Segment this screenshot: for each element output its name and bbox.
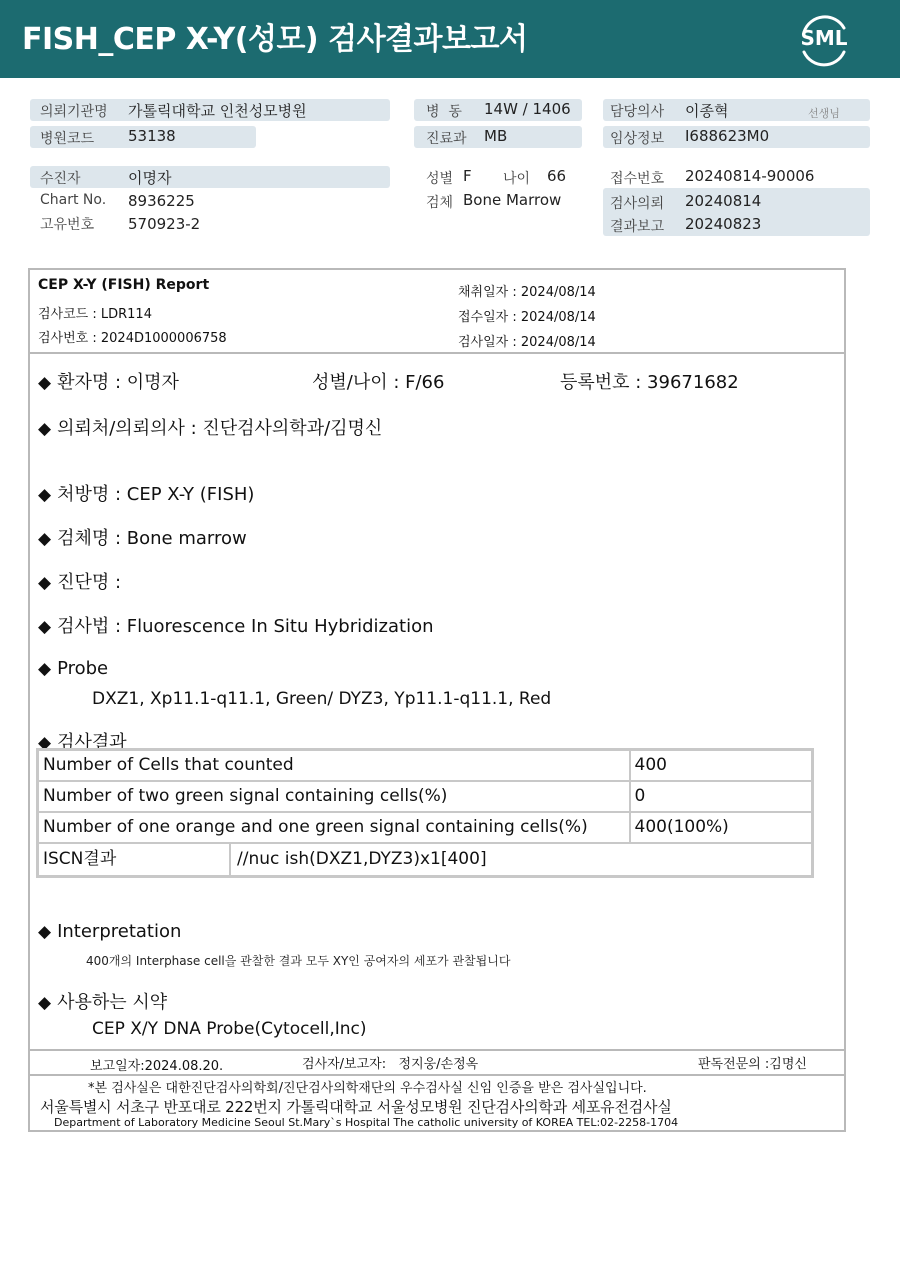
method: 검사법 : Fluorescence In Situ Hybridization (57, 616, 434, 637)
iscn-value: //nuc ish(DXZ1,DYZ3)x1[400] (237, 848, 487, 869)
referrer-line (38, 414, 382, 440)
collect-date: 채취일자 : 2024/08/14 (458, 285, 596, 300)
dept-value: MB (484, 127, 508, 145)
request-value: 20240814 (685, 192, 762, 210)
tester: 검사자/보고자: 정지웅/손정옥 (302, 1057, 479, 1072)
result-value-cell: 400(100%) (630, 812, 813, 843)
result-label: 결과보고 (610, 219, 665, 235)
hospital-code-label: 병원코드 (40, 131, 95, 147)
diamond-bullet-icon: ◆ (38, 485, 52, 505)
diamond-bullet-icon: ◆ (38, 573, 52, 593)
reagent-text: CEP X/Y DNA Probe(Cytocell,Inc) (92, 1019, 367, 1039)
report-panel (28, 268, 846, 1132)
diamond-bullet-icon: ◆ (38, 419, 52, 439)
ward-label: 병 동 (426, 104, 462, 120)
dept-label: 진료과 (426, 131, 467, 147)
diamond-bullet-icon: ◆ (38, 922, 52, 942)
unique-label: 고유번호 (40, 217, 95, 233)
interp-text: 400개의 Interphase cell을 관찰한 결과 모두 XY인 공여자의 세포가 관찰됩니다 (86, 954, 511, 968)
specialist: 판독전문의 :김명신 (698, 1057, 807, 1072)
unique-value: 570923-2 (128, 215, 201, 233)
age-label: 나이 (503, 171, 531, 187)
referrer: 의뢰처/의뢰의사 : 진단검사의학과/김명신 (57, 418, 383, 439)
doctor-suffix: 선생님 (808, 107, 840, 120)
iscn-row-cell (38, 843, 813, 877)
result-label-cell: Number of one orange and one green signal containing cells(%) (38, 812, 630, 843)
sex-age: 성별/나이 : F/66 (312, 372, 445, 393)
footer-divider-bottom (30, 1074, 844, 1076)
patient-label: 수진자 (40, 171, 81, 187)
clinical-value: I688623M0 (685, 127, 770, 145)
page-title: FISH_CEP X-Y(성모) 검사결과보고서 (22, 22, 528, 57)
diamond-bullet-icon: ◆ (38, 373, 52, 393)
patient-name-line (38, 368, 179, 394)
table-row (38, 781, 813, 812)
registration-number: 등록번호 : 39671682 (560, 372, 739, 393)
diamond-bullet-icon: ◆ (38, 733, 52, 753)
age-value: 66 (547, 167, 567, 185)
header-divider (30, 352, 844, 354)
result-label-cell: Number of two green signal containing cells(%) (38, 781, 630, 812)
diagnosis: 진단명 : (57, 572, 122, 593)
order-name: 처방명 : CEP X-Y (FISH) (57, 484, 255, 505)
chart-label: Chart No. (40, 192, 107, 208)
receipt-label: 접수번호 (610, 171, 665, 187)
result-label-cell: Number of Cells that counted (38, 750, 630, 781)
reagent-heading: 사용하는 시약 (57, 992, 168, 1013)
interp-heading-line (38, 921, 181, 942)
test-code: 검사코드 : LDR114 (38, 307, 152, 322)
specimen-value: Bone Marrow (463, 191, 562, 209)
probe-heading-line (38, 658, 108, 679)
probe-detail: DXZ1, Xp11.1-q11.1, Green/ DYZ3, Yp11.1-q11.1, Red (92, 689, 552, 709)
diamond-bullet-icon: ◆ (38, 993, 52, 1013)
results-table (36, 748, 814, 878)
iscn-row (39, 844, 811, 875)
hospital-label: 의뢰기관명 (40, 104, 108, 120)
diagnosis-line (38, 568, 121, 594)
header-bar (0, 0, 900, 78)
doctor-value: 이종혁 (685, 102, 729, 120)
result-value: 20240823 (685, 215, 762, 233)
address-english: Department of Laboratory Medicine Seoul St.Mary`s Hospital The catholic university of KOREA TEL:02-2258-1704 (54, 1116, 679, 1129)
specimen-line (38, 524, 247, 550)
request-label: 검사의뢰 (610, 196, 665, 212)
hospital-code-value: 53138 (128, 127, 176, 145)
specimen-name: 검체명 : Bone marrow (57, 528, 247, 549)
sex-value: F (463, 167, 472, 185)
address-korean: 서울특별시 서초구 반포대로 222번지 가톨릭대학교 서울성모병원 진단검사의학과 세포유전검사실 (40, 1098, 672, 1116)
ward-value: 14W / 1406 (484, 100, 571, 118)
iscn-label: ISCN결과 (39, 844, 231, 875)
logo-text: SML (800, 26, 848, 50)
footer-divider-top (30, 1049, 844, 1051)
clinical-label: 임상정보 (610, 131, 665, 147)
report-title: CEP X-Y (FISH) Report (38, 277, 210, 293)
diamond-bullet-icon: ◆ (38, 617, 52, 637)
patient-name: 환자명 : 이명자 (57, 372, 179, 393)
interp-heading: Interpretation (57, 921, 182, 942)
test-date: 검사일자 : 2024/08/14 (458, 335, 596, 350)
result-value-cell: 0 (630, 781, 813, 812)
chart-value: 8936225 (128, 192, 195, 210)
test-number: 검사번호 : 2024D1000006758 (38, 331, 227, 346)
hospital-value: 가톨릭대학교 인천성모병원 (128, 102, 307, 120)
probe-heading: Probe (57, 658, 109, 679)
table-row (38, 812, 813, 843)
table-row (38, 843, 813, 877)
receipt-value: 20240814-90006 (685, 167, 815, 185)
sml-logo (796, 12, 852, 68)
method-line (38, 612, 434, 638)
result-value-cell: 400 (630, 750, 813, 781)
order-line (38, 480, 254, 506)
doctor-label: 담당의사 (610, 104, 665, 120)
specimen-label: 검체 (426, 195, 454, 211)
patient-field-bg (30, 166, 390, 188)
results-heading: 검사결과 (57, 732, 127, 753)
reagent-heading-line (38, 988, 167, 1014)
diamond-bullet-icon: ◆ (38, 659, 52, 679)
sex-label: 성별 (426, 171, 454, 187)
patient-value: 이명자 (128, 169, 172, 187)
certification-note: *본 검사실은 대한진단검사의학회/진단검사의학재단의 우수검사실 신임 인증을 받은 검사실입니다. (88, 1081, 647, 1096)
diamond-bullet-icon: ◆ (38, 529, 52, 549)
table-row (38, 750, 813, 781)
receive-date: 접수일자 : 2024/08/14 (458, 310, 596, 325)
report-date: 보고일자:2024.08.20. (90, 1059, 224, 1074)
